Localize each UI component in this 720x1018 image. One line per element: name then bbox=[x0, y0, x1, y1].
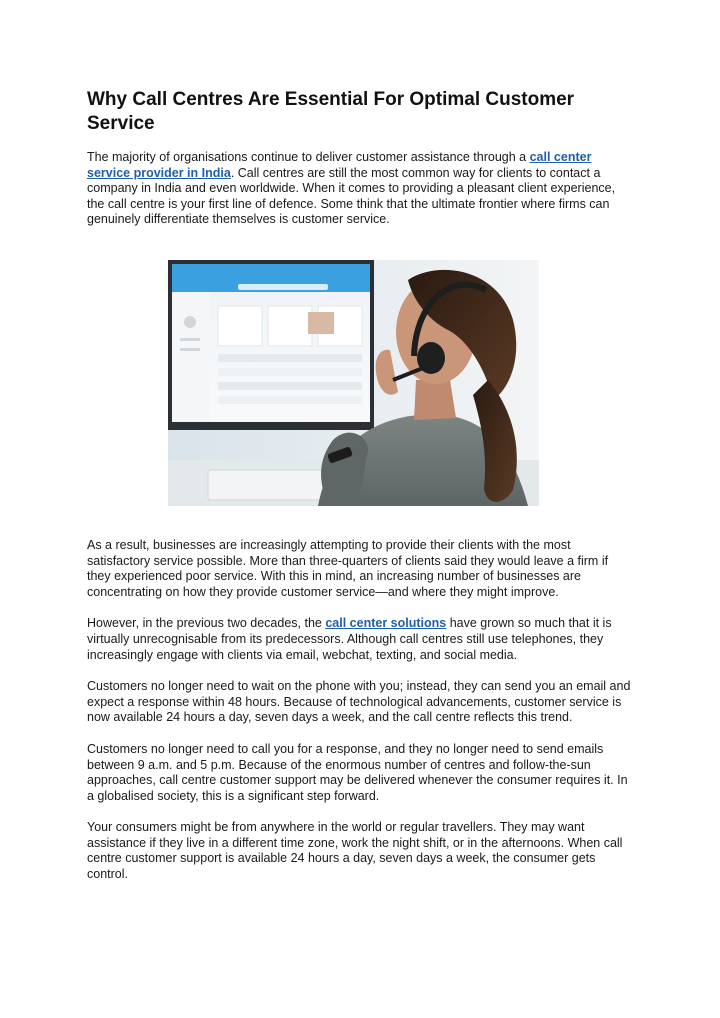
call-center-service-provider-link[interactable]: call center service provider in India bbox=[87, 150, 592, 180]
paragraph-intro-text-end: . Call centres are still the most common way for clients to contact a company in India and even worldwide. When it comes to providing a pleasant client experience, the call centre is your first line of defence. Some think that the ultimate frontier where firms can genuinely differentiate themselves is customer service. bbox=[87, 165, 616, 227]
paragraph-5: Customers no longer need to call you for a response, and they no longer need to send emails between 9 a.m. and 5 p.m. Because of the enormous number of centres and follow-the-sun approaches, call centre customer support may be delivered whenever the consumer requires it. In a globalised society, this is a significant step forward. bbox=[87, 741, 628, 803]
article-title: Why Call Centres Are Essential For Optimal Customer Service bbox=[87, 89, 575, 134]
document-page bbox=[87, 88, 635, 883]
call-centre-agent-photo bbox=[168, 260, 539, 506]
paragraph-3-text-start: However, in the previous two decades, the bbox=[87, 616, 326, 631]
photo-illustration bbox=[168, 260, 539, 506]
paragraph-3 bbox=[87, 616, 635, 663]
figure-container bbox=[87, 260, 635, 506]
paragraph-3-text-end: have grown so much that it is virtually unrecognisable from its predecessors. Although call centres still use telephones, they increasingly engage with clients via email, webchat, texting, and social media. bbox=[87, 616, 612, 662]
paragraph-6: Your consumers might be from anywhere in the world or regular travellers. They may want assistance if they live in a different time zone, work the night shift, or in the afternoons. When call centre customer support is available 24 hours a day, seven days a week, the consumer gets control. bbox=[87, 820, 623, 882]
paragraph-4: Customers no longer need to wait on the phone with you; instead, they can send you an email and expect a response within 48 hours. Because of technological advancements, customer service is now available 24 hours a day, seven days a week, and the call centre reflects this trend. bbox=[87, 679, 631, 725]
paragraph-intro bbox=[87, 150, 635, 228]
call-center-solutions-link[interactable]: call center solutions bbox=[325, 616, 447, 631]
paragraph-intro-text-start: The majority of organisations continue to deliver customer assistance through a bbox=[87, 150, 530, 164]
paragraph-2: As a result, businesses are increasingly attempting to provide their clients with the most satisfactory service possible. More than three-quarters of clients said they would leave a firm if they experienced poor service. With this in mind, an increasing number of businesses are concentrating on how they provide customer service—and where they might improve. bbox=[87, 537, 609, 599]
